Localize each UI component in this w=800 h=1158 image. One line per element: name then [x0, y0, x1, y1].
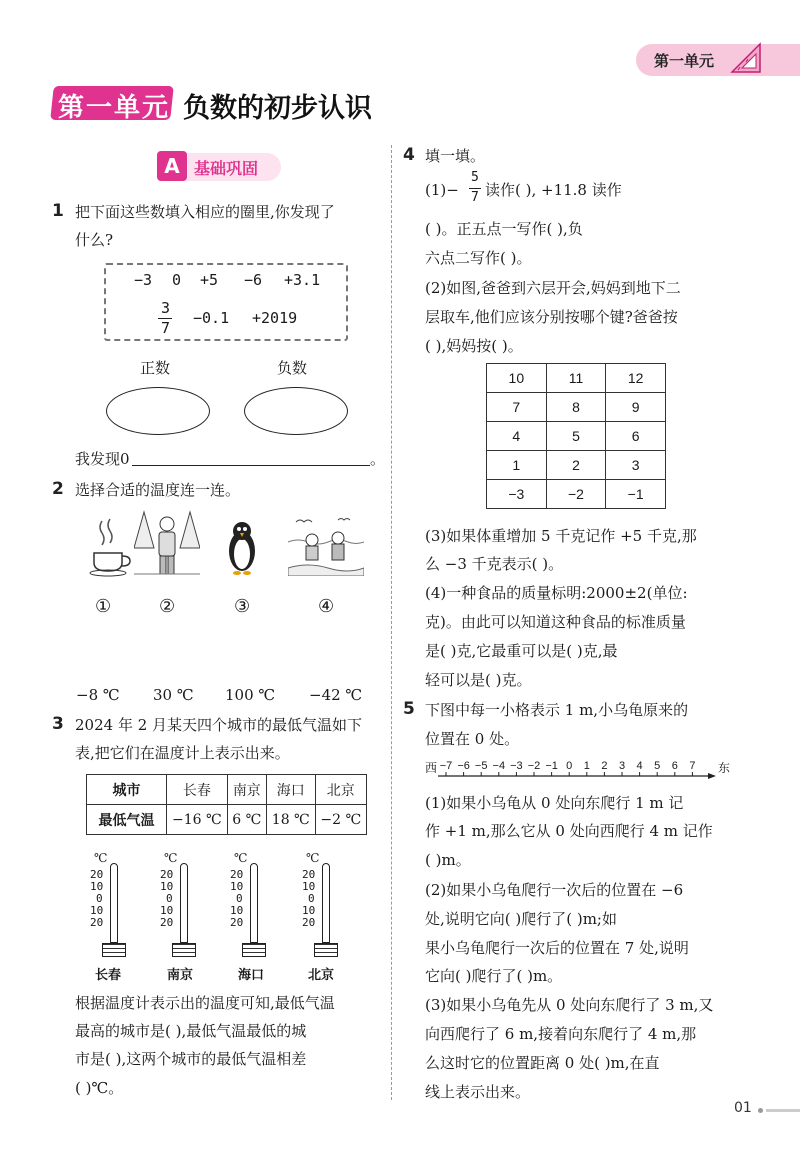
q4-part4-line1: (4)一种食品的质量标明:2000±2(单位:	[425, 584, 688, 602]
thermometer-tick: 10	[90, 904, 104, 917]
unit-title: 第一单元	[58, 93, 171, 123]
question-3-answer-2: 最高的城市是( ),最低气温最低的城	[75, 1022, 307, 1040]
question-1-number: 1	[52, 201, 64, 221]
question-2-number: 2	[52, 479, 64, 499]
positive-label: 正数	[140, 359, 171, 377]
q5-part1-line1: (1)如果小乌龟从 0 处向东爬行 1 m 记	[425, 794, 684, 812]
thermometer-unit: ℃	[306, 851, 320, 865]
picture-label-1: ①	[95, 596, 112, 617]
number-line-label: 1	[583, 760, 590, 772]
number-line-label: −5	[474, 760, 488, 772]
elevator-button[interactable]: 12	[606, 364, 666, 393]
elevator-button[interactable]: 5	[546, 422, 606, 451]
table-header: 南京	[227, 775, 266, 805]
table-cell: 6 ℃	[227, 805, 266, 835]
q5-part3-line4: 线上表示出来。	[425, 1083, 531, 1101]
discovery-answer-line[interactable]	[132, 465, 370, 466]
q4-fraction-numerator: 5	[471, 170, 479, 185]
page-number-dot	[758, 1108, 763, 1113]
thermometer-tick: 10	[90, 880, 104, 893]
discovery-label: 我发现0	[75, 450, 130, 468]
q5-part1-line3: ( )m。	[425, 851, 471, 869]
fraction-denominator: 7	[161, 319, 171, 337]
page-title: 负数的初步认识	[183, 93, 372, 124]
thermometer-tick: 0	[166, 892, 173, 905]
elevator-buttons	[486, 363, 666, 509]
table-cell: −2 ℃	[315, 805, 366, 835]
picture-label-4: ④	[318, 596, 335, 617]
thermometer-tick: 10	[230, 904, 244, 917]
thermometer-city: 长春	[95, 968, 122, 983]
positive-oval[interactable]	[106, 387, 210, 435]
page-number: 01	[734, 1100, 752, 1116]
question-3-answer-3: 市是( ),这两个城市的最低气温相差	[75, 1050, 307, 1068]
elevator-button[interactable]: 8	[546, 393, 606, 422]
elevator-button[interactable]: −1	[606, 480, 666, 509]
q4-part4-line2: 克)。由此可以知道这种食品的标准质量	[425, 613, 686, 631]
question-3-answer-4: ( )℃。	[75, 1079, 124, 1097]
number-line-label: −7	[439, 760, 453, 772]
q5-part2-line4: 它向( )爬行了( )m。	[425, 967, 563, 985]
thermometer-tick: 20	[90, 916, 104, 929]
thermometer-city: 海口	[238, 968, 265, 983]
thermometer[interactable]	[88, 851, 138, 963]
question-2-text: 选择合适的温度连一连。	[75, 481, 241, 499]
thermometer-tick: 10	[160, 880, 174, 893]
table-header: 北京	[315, 775, 366, 805]
thermometer-tick: 10	[302, 880, 316, 893]
q4-part3-line1: (3)如果体重增加 5 千克记作 +5 千克,那	[425, 527, 697, 545]
discovery-end: 。	[370, 450, 386, 468]
winter-person-picture	[134, 508, 200, 578]
question-3-text-2: 表,把它们在温度计上表示出来。	[75, 744, 290, 762]
q4-part1-prefix: (1)−	[425, 181, 459, 199]
elevator-button[interactable]: 7	[487, 393, 547, 422]
number-item: +3.1	[284, 271, 321, 289]
question-3-text: 2024 年 2 月某天四个城市的最低气温如下	[75, 716, 363, 734]
number-item: −0.1	[193, 309, 230, 327]
number-line-label: −2	[527, 760, 541, 772]
elevator-button[interactable]: 9	[606, 393, 666, 422]
question-5-text-2: 位置在 0 处。	[425, 730, 520, 748]
temperature-option[interactable]: 100 ℃	[225, 686, 276, 704]
number-line-label: 2	[601, 760, 608, 772]
elevator-button[interactable]: 11	[546, 364, 606, 393]
question-5-text: 下图中每一小格表示 1 m,小乌龟原来的	[425, 701, 689, 719]
question-1-text: 把下面这些数填入相应的圈里,你发现了	[75, 203, 335, 221]
thermometer[interactable]	[300, 851, 350, 963]
thermometer-tick: 20	[90, 868, 104, 881]
section-letter: A	[157, 151, 187, 181]
fraction-numerator: 3	[161, 299, 171, 317]
q5-part1-line2: 作 +1 m,那么它从 0 处向西爬行 4 m 记作	[425, 822, 713, 840]
q4-part1-line3: 六点二写作( )。	[425, 249, 532, 267]
thermometer-tick: 0	[236, 892, 243, 905]
thermometer-tick: 0	[96, 892, 103, 905]
question-3-number: 3	[52, 714, 64, 734]
q4-part2-line2: 层取车,他们应该分别按哪个键?爸爸按	[425, 308, 678, 326]
column-separator	[391, 145, 392, 1100]
number-line-label: 6	[671, 760, 678, 772]
elevator-button[interactable]: 1	[487, 451, 547, 480]
elevator-button[interactable]: 6	[606, 422, 666, 451]
thermometer-tick: 10	[230, 880, 244, 893]
thermometer-tick: 0	[308, 892, 315, 905]
q5-part3-line2: 向西爬行了 6 m,接着向东爬行了 4 m,那	[425, 1025, 697, 1043]
number-line-label: −1	[545, 760, 558, 772]
question-3-answer-1: 根据温度计表示出的温度可知,最低气温	[75, 994, 335, 1012]
table-header: 海口	[266, 775, 315, 805]
thermometer[interactable]	[228, 851, 278, 963]
elevator-button[interactable]: 3	[606, 451, 666, 480]
number-item: 0	[172, 271, 182, 289]
temperature-option[interactable]: −8 ℃	[76, 686, 120, 704]
penguin-picture	[222, 517, 262, 577]
question-4-number: 4	[403, 145, 415, 165]
number-item: +5	[200, 271, 219, 289]
picture-label-3: ③	[234, 596, 251, 617]
question-5-number: 5	[403, 699, 415, 719]
thermometer-tick: 10	[302, 904, 316, 917]
number-line-label: 4	[636, 760, 643, 772]
number-line-label: −3	[510, 760, 523, 772]
picture-label-2: ②	[159, 596, 176, 617]
question-4-title: 填一填。	[425, 147, 486, 165]
thermometer-unit: ℃	[164, 851, 178, 865]
east-label: 东	[718, 761, 731, 775]
ruler-triangle-icon	[728, 40, 764, 76]
thermometer[interactable]	[158, 851, 208, 963]
thermometer-tick: 20	[160, 868, 174, 881]
thermometer-tick: 20	[302, 916, 316, 929]
temperature-table	[86, 774, 367, 835]
q5-part2-line1: (2)如果小乌龟爬行一次后的位置在 −6	[425, 881, 684, 899]
number-line-label: −6	[457, 760, 470, 772]
number-item: +2019	[252, 309, 298, 327]
table-header: 长春	[167, 775, 228, 805]
q5-part3-line3: 么这时它的位置距离 0 处( )m,在直	[425, 1054, 660, 1072]
number-item: −3	[134, 271, 153, 289]
temperature-option[interactable]: 30 ℃	[153, 686, 194, 704]
page-number-bar	[766, 1109, 800, 1112]
temperature-option[interactable]: −42 ℃	[309, 686, 363, 704]
section-label: 基础巩固	[194, 159, 259, 178]
q4-fraction-denominator: 7	[471, 190, 479, 205]
number-line-label: 0	[566, 760, 573, 772]
q5-part2-line2: 处,说明它向( )爬行了( )m;如	[425, 910, 617, 928]
hot-coffee-picture	[88, 515, 132, 577]
q4-part1-text: 读作( ), +11.8 读作	[485, 181, 622, 199]
thermometer-tick: 20	[230, 868, 244, 881]
negative-oval[interactable]	[244, 387, 348, 435]
number-line-label: −4	[492, 760, 506, 772]
thermometer-tick: 20	[230, 916, 244, 929]
elevator-button[interactable]: 4	[487, 422, 547, 451]
q4-part4-line3: 是( )克,它最重可以是( )克,最	[425, 642, 618, 660]
q4-part1-line2: ( )。正五点一写作( ),负	[425, 220, 583, 238]
q4-part4-line4: 轻可以是( )克。	[425, 671, 532, 689]
thermometer-unit: ℃	[94, 851, 108, 865]
q4-part3-line2: 么 −3 千克表示( )。	[425, 555, 564, 573]
unit-tab-label: 第一单元	[654, 52, 715, 70]
elevator-button[interactable]: 10	[487, 364, 547, 393]
q4-part2-line3: ( ),妈妈按( )。	[425, 337, 523, 355]
number-line-label: 5	[654, 760, 661, 772]
q5-part3-line1: (3)如果小乌龟先从 0 处向东爬行了 3 m,又	[425, 996, 714, 1014]
thermometer-tick: 20	[302, 868, 316, 881]
thermometer-unit: ℃	[234, 851, 248, 865]
number-line-label: 3	[618, 760, 626, 772]
thermometer-city: 南京	[167, 968, 194, 983]
elevator-button[interactable]: −3	[487, 480, 547, 509]
q5-part2-line3: 果小乌龟爬行一次后的位置在 7 处,说明	[425, 939, 689, 957]
elevator-button[interactable]: −2	[546, 480, 606, 509]
negative-label: 负数	[277, 359, 308, 377]
table-cell: 18 ℃	[266, 805, 315, 835]
beach-kids-picture	[288, 512, 364, 576]
q4-part2-line1: (2)如图,爸爸到六层开会,妈妈到地下二	[425, 279, 681, 297]
table-cell: −16 ℃	[167, 805, 228, 835]
elevator-button[interactable]: 2	[546, 451, 606, 480]
thermometer-tick: 10	[160, 904, 174, 917]
question-1-text-2: 什么?	[75, 231, 114, 249]
west-label: 西	[425, 761, 438, 775]
number-line-labels	[438, 760, 716, 776]
table-header: 城市	[87, 775, 167, 805]
thermometer-city: 北京	[308, 968, 335, 983]
table-cell: 最低气温	[87, 805, 167, 835]
number-item: −6	[244, 271, 263, 289]
thermometer-tick: 20	[160, 916, 174, 929]
number-line-label: 7	[689, 760, 696, 772]
